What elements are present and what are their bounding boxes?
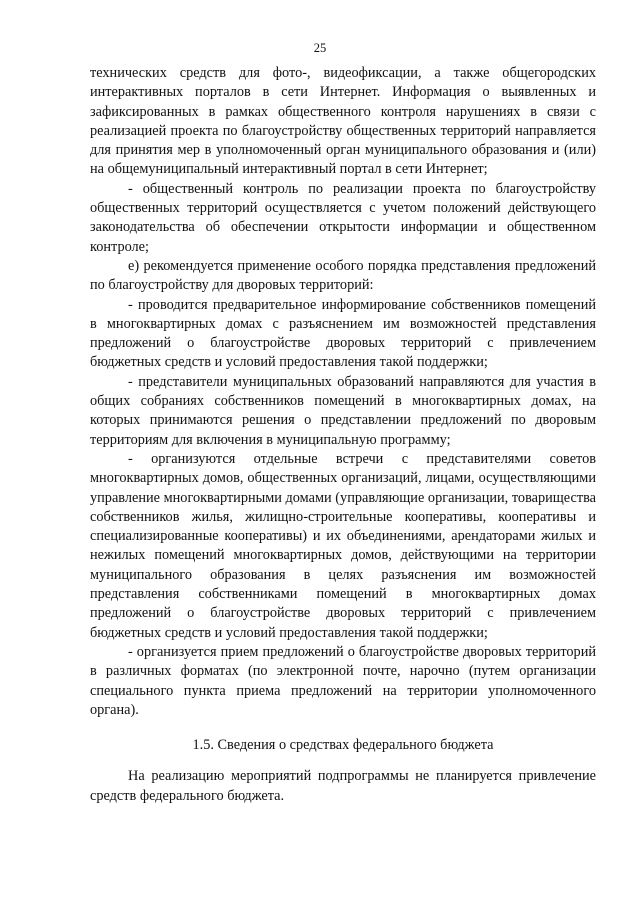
section-heading: 1.5. Сведения о средствах федерального бюджета	[192, 737, 494, 754]
paragraph: е) рекомендуется применение особого порядка представления предложений по благоустройству для дворовых территорий:	[90, 257, 596, 294]
document-body	[90, 64, 596, 806]
paragraph: - организуется прием предложений о благоустройстве дворовых территорий в различных форматах (по электронной почте, нарочно (путем организации специального пункта приема предложений на территории уполномоченного органа).	[90, 643, 596, 718]
paragraph: технических средств для фото-, видеофиксации, а также общегородских интерактивных порталов в сети Интернет. Информация о выявленных и зафиксированных в рамках общественного контроля нарушениях в связи с реализацией проекта по благоустройству общественных территорий направляется для принятия мер в уполномоченный орган муниципального образования и (или) на общемуниципальный интерактивный портал в сети Интернет;	[90, 65, 596, 178]
paragraphs-before	[90, 64, 596, 720]
page-number: 25	[313, 41, 327, 55]
paragraph: - организуются отдельные встречи с представителями советов многоквартирных домов, общественных организаций, лицами, осуществляющими управление многоквартирными домами (управляющие организации, товарищества собственников жилья, жилищно-строительные кооперативы, кооперативы и специализированные кооперативы) и их объединениями, арендаторами жилых и нежилых помещений многоквартирных домов, действующими на территории муниципального образования в целях разъяснения им возможностей представления собственниками помещений в многоквартирных домах предложений о благоустройстве дворовых территорий с привлечением бюджетных средств и условий предоставления такой поддержки;	[90, 450, 596, 641]
paragraph: На реализацию мероприятий подпрограммы не планируется привлечение средств федерального бюджета.	[90, 768, 596, 804]
paragraph: - общественный контроль по реализации проекта по благоустройству общественных территорий осуществляется с учетом положений действующего законодательства об обеспечении открытости информации и общественном контроле;	[90, 180, 596, 255]
paragraph: - проводится предварительное информирование собственников помещений в многоквартирных домах с разъяснением им возможностей представления предложений о благоустройстве дворовых территорий с привлечением бюджетных средств и условий предоставления такой поддержки;	[90, 296, 596, 371]
paragraph: - представители муниципальных образований направляются для участия в общих собраниях собственников помещений в многоквартирных домах, на которых принимаются решения о представлении предложений по дворовым территориям для включения в муниципальную программу;	[90, 373, 596, 448]
paragraphs-after	[90, 767, 596, 806]
